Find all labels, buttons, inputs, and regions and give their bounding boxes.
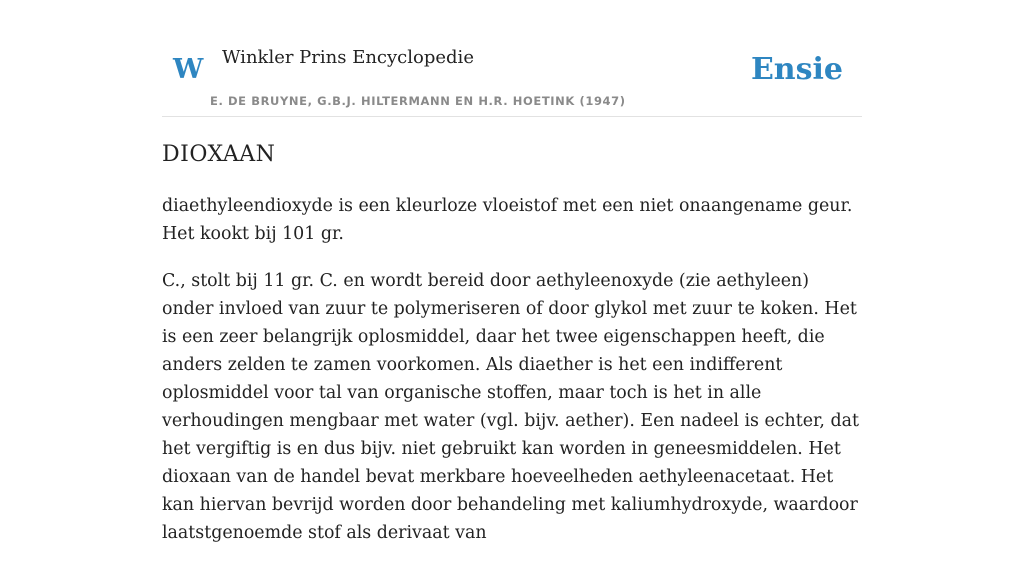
article-paragraph: diaethyleendioxyde is een kleurloze vloeistof met een niet onaangename geur. Het kookt bij 101 gr. [162, 196, 853, 244]
article-body [162, 192, 862, 566]
ensie-logo-link[interactable]: Ensie [750, 52, 843, 87]
article-title: DIOXAAN [162, 142, 276, 167]
winkler-prins-logo[interactable]: W [173, 54, 204, 85]
page [162, 0, 862, 543]
publication-authors: E. DE BRUYNE, G.B.J. HILTERMANN EN H.R. HOETINK (1947) [210, 94, 626, 108]
article-paragraph: C., stolt bij 11 gr. C. en wordt bereid door aethyleenoxyde (zie aethyleen) onder invloed van zuur te polymeriseren of door glykol met zuur te koken. Het is een zeer belangrijk oplosmiddel, daar het twee eigenschappen heeft, die anders zelden te zamen voorkomen. Als diaether is het een indifferent oplosmiddel voor tal van organische stoffen, maar toch is het in alle verhoudingen mengbaar met water (vgl. bijv. aether). Een nadeel is echter, dat het vergiftig is en dus bijv. niet gebruikt kan worden in geneesmiddelen. Het dioxaan van de handel bevat merkbare hoeveelheden aethyleenacetaat. Het kan hiervan bevrijd worden door behandeling met kaliumhydroxyde, waardoor laatstgenoemde stof als derivaat van [162, 271, 859, 543]
publication-title[interactable]: Winkler Prins Encyclopedie [222, 47, 474, 68]
page-header [162, 0, 862, 117]
